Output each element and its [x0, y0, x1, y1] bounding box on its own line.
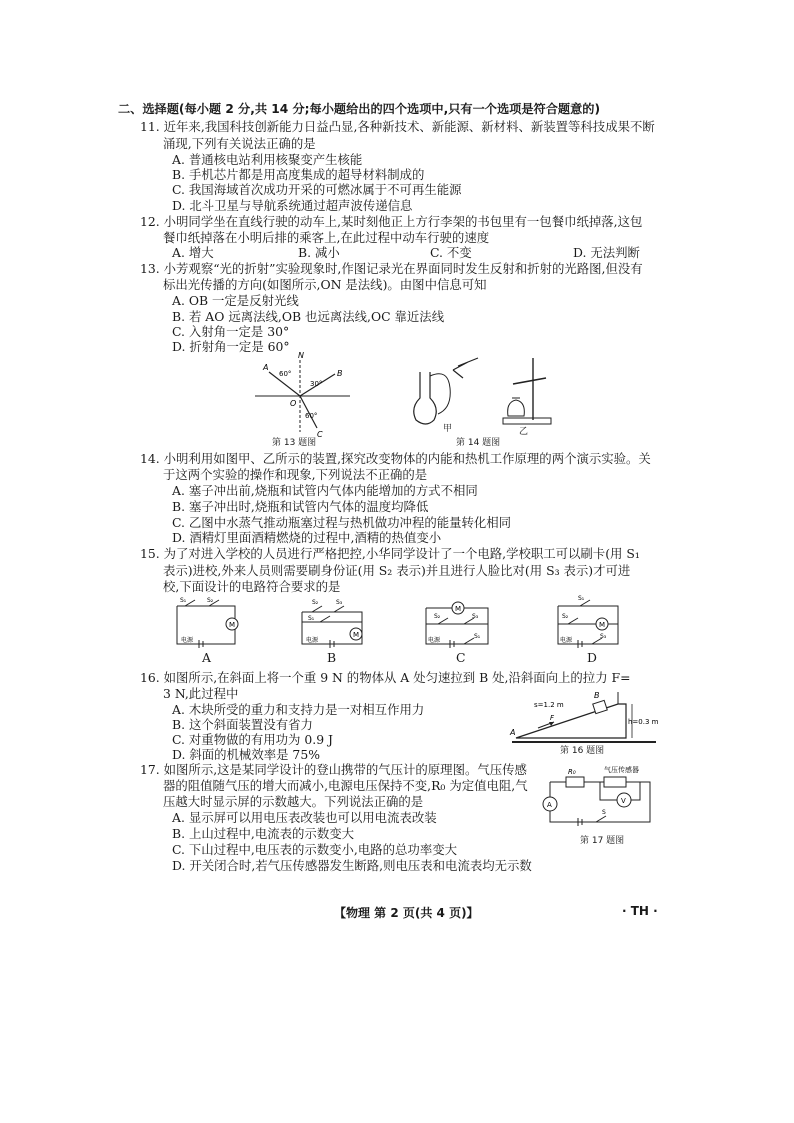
page-footer: 【物理 第 2 页(共 4 页)】 [334, 906, 479, 920]
q15-b-motor: M [353, 631, 360, 639]
q15-stem-3: 校,下面设计的电路符合要求的是 [163, 579, 341, 594]
q15-b-s2: S₂ [312, 599, 319, 606]
q16-option-b: B. 这个斜面装置没有省力 [172, 717, 313, 732]
q13-option-d: D. 折射角一定是 60° [172, 339, 290, 354]
q13-stem-1: 13. 小芳观察“光的折射”实验现象时,作图记录光在界面同时发生反射和折射的光路图,但没有 [140, 261, 643, 276]
q15-stem-1: 15. 为了对进入学校的人员进行严格把控,小华同学设计了一个电路,学校职工可以刷卡(用 S₁ [140, 546, 640, 561]
q13-label-a: A [263, 363, 269, 372]
q14-stem-1: 14. 小明利用如图甲、乙所示的装置,探究改变物体的内能和热机工作原理的两个演示实验。关 [140, 451, 651, 466]
q16-option-c: C. 对重物做的有用功为 0.9 J [172, 732, 333, 747]
q15-circuit-c [424, 598, 492, 648]
q14-apparatus-diagram [408, 358, 558, 428]
q17-option-a: A. 显示屏可以用电压表改装也可以用电流表改装 [172, 810, 437, 825]
q14-option-a: A. 塞子冲出前,烧瓶和试管内气体内能增加的方式不相同 [172, 483, 478, 498]
q15-a-source: 电源 [181, 637, 194, 644]
q15-label-d: D [587, 650, 597, 665]
q14-stem-2: 于这两个实验的操作和现象,下列说法不正确的是 [163, 467, 428, 482]
q15-c-s1: S₁ [474, 633, 481, 640]
q17-stem-2: 器的阻值随气压的增大而减小,电源电压保持不变,R₀ 为定值电阻,气 [163, 778, 528, 793]
q13-label-b: B [337, 369, 343, 378]
q15-b-source: 电源 [306, 637, 319, 644]
q14-label-yi: 乙 [519, 427, 529, 437]
q13-figure-caption: 第 13 题图 [272, 438, 317, 448]
q13-option-c: C. 入射角一定是 30° [172, 324, 290, 339]
section-heading: 二、选择题(每小题 2 分,共 14 分;每小题给出的四个选项中,只有一个选项是符合题意的) [118, 102, 601, 116]
q15-a-s1: S₁ [180, 597, 187, 604]
q12-option-b: B. 减小 [298, 245, 340, 260]
q17-option-b: B. 上山过程中,电流表的示数变大 [172, 826, 354, 841]
q11-stem-2: 涌现,下列有关说法正确的是 [163, 136, 316, 151]
q13-stem-2: 标出光传播的方向(如图所示,ON 是法线)。由图中信息可知 [163, 277, 487, 292]
q13-angle-3: 60° [305, 412, 318, 420]
q15-a-s2: S₂ [207, 597, 214, 604]
q16-stem-2: 3 N,此过程中 [163, 686, 239, 701]
q12-option-d: D. 无法判断 [573, 245, 640, 260]
q15-circuit-d [556, 596, 622, 648]
q16-s-label: s=1.2 m [534, 701, 564, 709]
q12-option-c: C. 不变 [430, 245, 472, 260]
q17-option-c: C. 下山过程中,电压表的示数变小,电路的总功率变大 [172, 842, 457, 857]
q13-angle-1: 60° [279, 370, 292, 378]
q13-angle-2: 30° [310, 380, 323, 388]
q12-stem-2: 餐巾纸掉落在小明后排的乘客上,在此过程中动车行驶的速度 [163, 230, 490, 245]
q16-option-d: D. 斜面的机械效率是 75% [172, 747, 320, 762]
q11-stem-1: 11. 近年来,我国科技创新能力日益凸显,各种新技术、新能源、新材料、新装置等科技成果不断 [140, 119, 655, 134]
q16-option-a: A. 木块所受的重力和支持力是一对相互作用力 [172, 702, 425, 717]
q11-option-c: C. 我国海域首次成功开采的可燃冰属于不可再生能源 [172, 182, 462, 197]
q13-light-diagram [255, 351, 355, 439]
q15-c-s2: S₂ [434, 613, 441, 620]
q12-option-a: A. 增大 [172, 245, 214, 260]
q14-option-c: C. 乙图中水蒸气推动瓶塞过程与热机做功冲程的能量转化相同 [172, 515, 512, 530]
q15-a-motor: M [229, 621, 236, 629]
q11-option-d: D. 北斗卫星与导航系统通过超声波传递信息 [172, 198, 413, 213]
q17-stem-1: 17. 如图所示,这是某同学设计的登山携带的气压计的原理图。气压传感 [140, 762, 527, 777]
q17-switch-label: S [602, 809, 606, 816]
q16-label-b: B [594, 691, 600, 700]
q14-figure-caption: 第 14 题图 [456, 438, 501, 448]
q16-label-a: A [510, 728, 516, 737]
q15-d-source: 电源 [560, 637, 573, 644]
page-code: · TH · [622, 904, 658, 918]
q15-c-motor: M [455, 605, 462, 613]
q14-option-b: B. 塞子冲出时,烧瓶和试管内气体的温度均降低 [172, 499, 429, 514]
q15-circuit-b [300, 598, 366, 648]
q15-c-s3: S₃ [472, 613, 479, 620]
q13-option-b: B. 若 AO 远离法线,OB 也远离法线,OC 靠近法线 [172, 309, 445, 324]
q15-d-s3: S₃ [600, 633, 607, 640]
q11-option-b: B. 手机芯片都是用高度集成的超导材料制成的 [172, 167, 425, 182]
q17-option-d: D. 开关闭合时,若气压传感器发生断路,则电压表和电流表均无示数 [172, 858, 532, 873]
q17-stem-3: 压越大时显示屏的示数越大。下列说法正确的是 [163, 794, 424, 809]
q15-circuit-a [175, 596, 239, 648]
q16-incline-diagram [508, 690, 658, 745]
q16-h-label: h=0.3 m [628, 718, 659, 726]
q11-option-a: A. 普通核电站利用核聚变产生核能 [172, 152, 363, 167]
q14-label-jia: 甲 [443, 424, 453, 434]
q16-label-f: F [550, 714, 555, 722]
q15-label-c: C [456, 650, 466, 665]
q17-ammeter-label: A [547, 801, 552, 809]
q15-label-a: A [202, 650, 211, 665]
q17-figure-caption: 第 17 题图 [580, 836, 625, 846]
q13-label-n: N [298, 351, 304, 360]
q15-d-s2: S₂ [562, 613, 569, 620]
q15-d-s1: S₁ [578, 595, 585, 602]
q14-option-d: D. 酒精灯里面酒精燃烧的过程中,酒精的热值变小 [172, 530, 442, 545]
q13-label-o: O [290, 399, 297, 408]
q13-label-c: C [317, 430, 323, 439]
q15-d-motor: M [599, 621, 606, 629]
q12-stem-1: 12. 小明同学坐在直线行驶的动车上,某时刻他正上方行李架的书包里有一包餐巾纸掉落,这包 [140, 214, 643, 229]
q15-b-s1: S₁ [308, 615, 315, 622]
q15-b-s3: S₃ [336, 599, 343, 606]
q17-sensor-label: 气压传感器 [604, 766, 639, 774]
q15-c-source: 电源 [428, 637, 441, 644]
q15-stem-2: 表示)进校,外来人员则需要刷身份证(用 S₂ 表示)并且进行人脸比对(用 S₃ 表示)才可进 [163, 563, 631, 578]
q15-label-b: B [327, 650, 337, 665]
q16-figure-caption: 第 16 题图 [560, 746, 605, 756]
q13-option-a: A. OB 一定是反射光线 [172, 293, 299, 308]
q17-circuit-diagram [540, 762, 664, 832]
q17-r0-label: R₀ [568, 768, 576, 776]
q16-stem-1: 16. 如图所示,在斜面上将一个重 9 N 的物体从 A 处匀速拉到 B 处,沿斜面向上的拉力 F= [140, 670, 631, 685]
q17-voltmeter-label: V [621, 797, 626, 805]
